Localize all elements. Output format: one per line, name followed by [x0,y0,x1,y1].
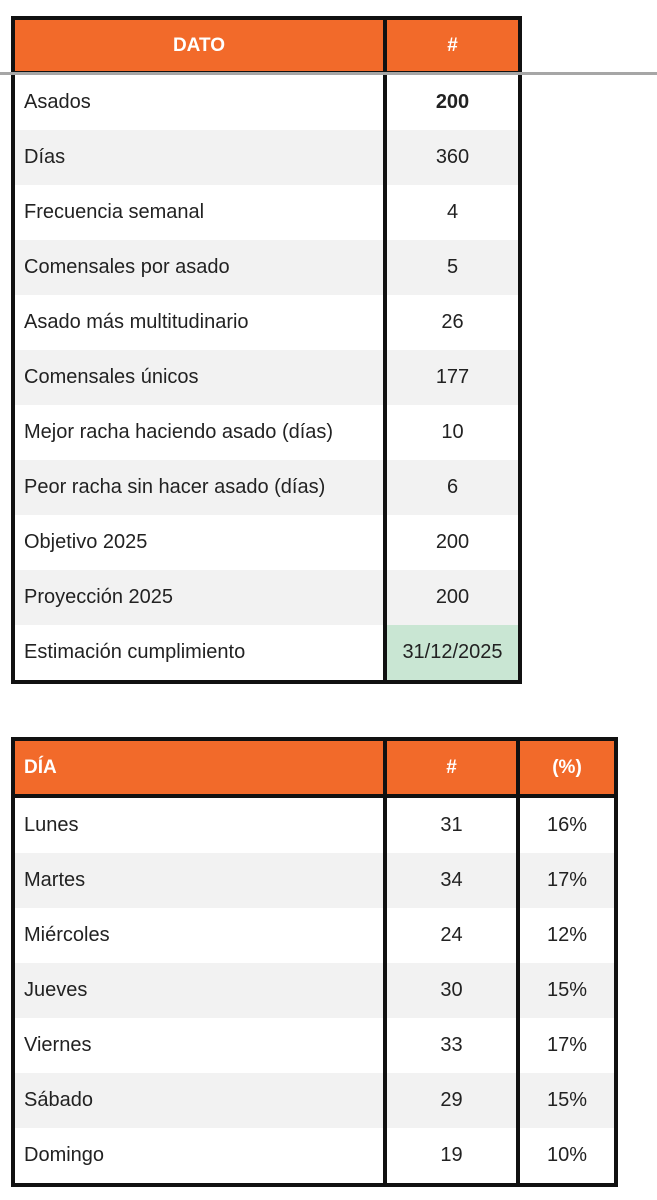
day-label: Domingo [13,1128,385,1185]
table-row [13,515,520,570]
day-label: Miércoles [13,908,385,963]
row-label: Estimación cumplimiento [13,625,385,682]
table-row [13,460,520,515]
day-percent: 17% [518,1018,616,1073]
table-row [13,1073,616,1128]
row-label: Peor racha sin hacer asado (días) [13,460,385,515]
completion-date-cell: 31/12/2025 [385,625,520,682]
table-row [13,908,616,963]
day-label: Jueves [13,963,385,1018]
table-row [13,1128,616,1185]
day-count: 34 [385,853,518,908]
divider-line [0,72,657,75]
table-row [13,350,520,405]
table-row [13,570,520,625]
day-percent: 17% [518,853,616,908]
day-percent: 16% [518,796,616,853]
row-value: 10 [385,405,520,460]
day-count: 24 [385,908,518,963]
table-row [13,796,616,853]
row-label: Comensales por asado [13,240,385,295]
row-value: 177 [385,350,520,405]
weekday-table [11,737,618,1187]
row-label: Mejor racha haciendo asado (días) [13,405,385,460]
table-row [13,963,616,1018]
row-label: Asados [13,73,385,130]
day-label: Sábado [13,1073,385,1128]
header-dato: DATO [13,18,385,73]
table-row [13,1018,616,1073]
row-label: Días [13,130,385,185]
day-label: Viernes [13,1018,385,1073]
table-row [13,130,520,185]
row-value: 200 [385,570,520,625]
table-row [13,73,520,130]
day-count: 33 [385,1018,518,1073]
day-percent: 12% [518,908,616,963]
table-row [13,853,616,908]
table-row [13,240,520,295]
table-row [13,185,520,240]
weekday-table-header [13,739,616,796]
day-count: 19 [385,1128,518,1185]
day-label: Martes [13,853,385,908]
stats-table [11,16,522,684]
row-value: 5 [385,240,520,295]
row-label: Frecuencia semanal [13,185,385,240]
table-row [13,625,520,682]
table-row [13,405,520,460]
row-label: Asado más multitudinario [13,295,385,350]
header-count: # [385,18,520,73]
stats-table-header [13,18,520,73]
table-row [13,295,520,350]
day-label: Lunes [13,796,385,853]
day-percent: 15% [518,1073,616,1128]
day-count: 30 [385,963,518,1018]
row-value: 360 [385,130,520,185]
row-value: 6 [385,460,520,515]
row-label: Proyección 2025 [13,570,385,625]
day-count: 29 [385,1073,518,1128]
day-percent: 10% [518,1128,616,1185]
row-value: 4 [385,185,520,240]
row-value: 200 [385,515,520,570]
row-value: 26 [385,295,520,350]
day-count: 31 [385,796,518,853]
header-count: # [385,739,518,796]
row-value: 200 [385,73,520,130]
row-label: Comensales únicos [13,350,385,405]
day-percent: 15% [518,963,616,1018]
header-dia: DÍA [13,739,385,796]
header-percent: (%) [518,739,616,796]
row-label: Objetivo 2025 [13,515,385,570]
